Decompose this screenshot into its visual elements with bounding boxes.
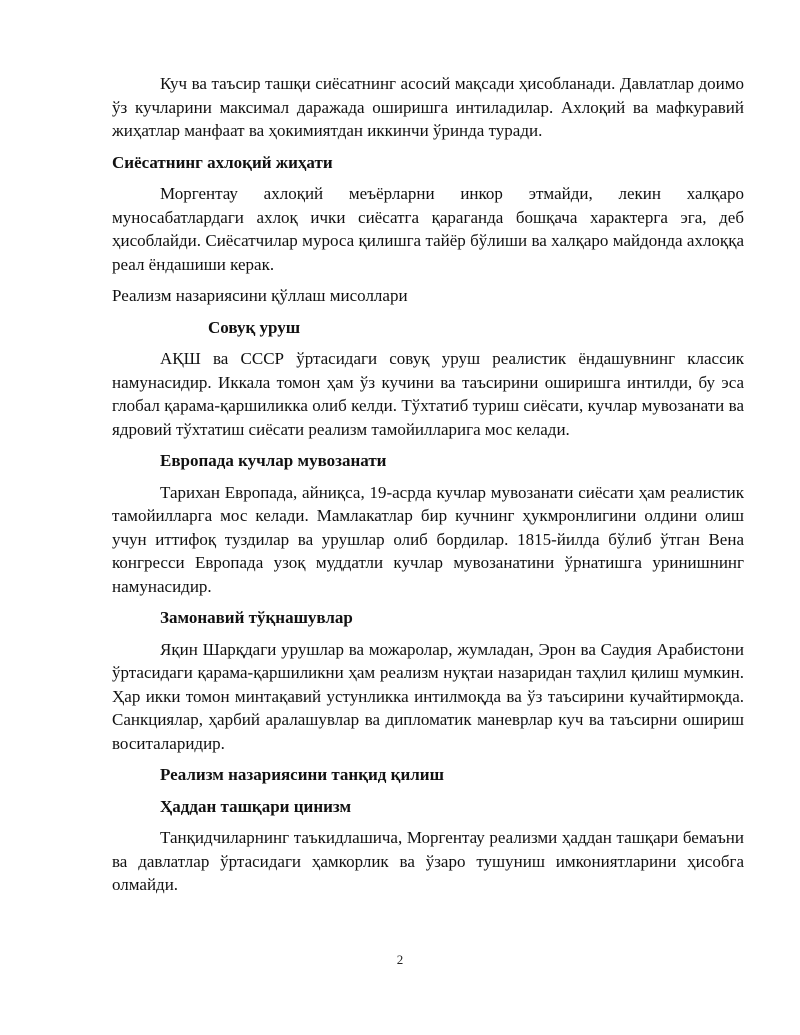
paragraph: Яқин Шарқдаги урушлар ва можаролар, жумладан, Эрон ва Саудия Арабистони ўртасидаги қарама-қаршиликни ҳам реализм нуқтаи назаридан таҳлил қилиш мумкин. Ҳар икки томон минтақавий устунликка интилмоқда ва ўз таъсирини кучайтирмоқда. Санкциялар, ҳарбий аралашувлар ва дипломатик маневрлар куч ва таъсирни ошириш воситаларидир.	[112, 639, 744, 753]
paragraph: Тарихан Европада, айниқса, 19-асрда кучлар мувозанати сиёсати ҳам реалистик тамойилларга мос келади. Мамлакатлар бир кучнинг ҳукмронлигини олдини олиш учун иттифоқ туздилар ва урушлар олиб бордилар. 1815-йилда бўлиб ўтган Вена конгресси Европада узоқ муддатли кучлар мувозанатини ўрнатишга уринишнинг намунасидир.	[112, 482, 744, 596]
section-heading: Реализм назариясини танқид қилиш	[160, 765, 444, 784]
section-heading: Сиёсатнинг ахлоқий жиҳати	[112, 152, 333, 172]
section-heading: Совуқ уруш	[208, 317, 301, 337]
paragraph: Танқидчиларнинг таъкидлашича, Моргентау реализми ҳаддан ташқари бемаъни ва давлатлар ўртасидаги ҳамкорлик ва ўзаро тушуниш имкониятларини ҳисобга олмайди.	[112, 828, 744, 894]
document-page	[112, 72, 744, 905]
section-subtitle: Реализм назариясини қўллаш мисоллари	[112, 286, 408, 305]
paragraph: АҚШ ва СССР ўртасидаги совуқ уруш реалистик ёндашувнинг классик намунасидир. Иккала томон ҳам ўз кучини ва таъсирини оширишга интилди, бу эса глобал қарама-қаршиликка олиб келди. Тўхтатиб туриш сиёсати, кучлар мувозанати ва ядровий тўхтатиш сиёсати реализм тамойилларига мос келади.	[112, 349, 744, 439]
section-heading: Ҳаддан ташқари цинизм	[160, 796, 352, 816]
section-heading: Европада кучлар мувозанати	[160, 451, 387, 470]
paragraph: Куч ва таъсир ташқи сиёсатнинг асосий мақсади ҳисобланади. Давлатлар доимо ўз кучларини максимал даражада оширишга интиладилар. Ахлоқий ва мафкуравий жиҳатлар манфаат ва ҳокимиятдан иккинчи ўринда туради.	[112, 74, 744, 140]
page-number: 2	[396, 952, 404, 967]
paragraph: Моргентау ахлоқий меъёрларни инкор этмайди, лекин халқаро муносабатлардаги ахлоқ ички сиёсатга қараганда бошқача характерга эга, деб ҳисоблайди. Сиёсатчилар муроса қилишга тайёр бўлиши ва халқаро майдонда ахлоққа реал ёндашиши керак.	[112, 184, 744, 274]
section-heading: Замонавий тўқнашувлар	[160, 608, 353, 627]
